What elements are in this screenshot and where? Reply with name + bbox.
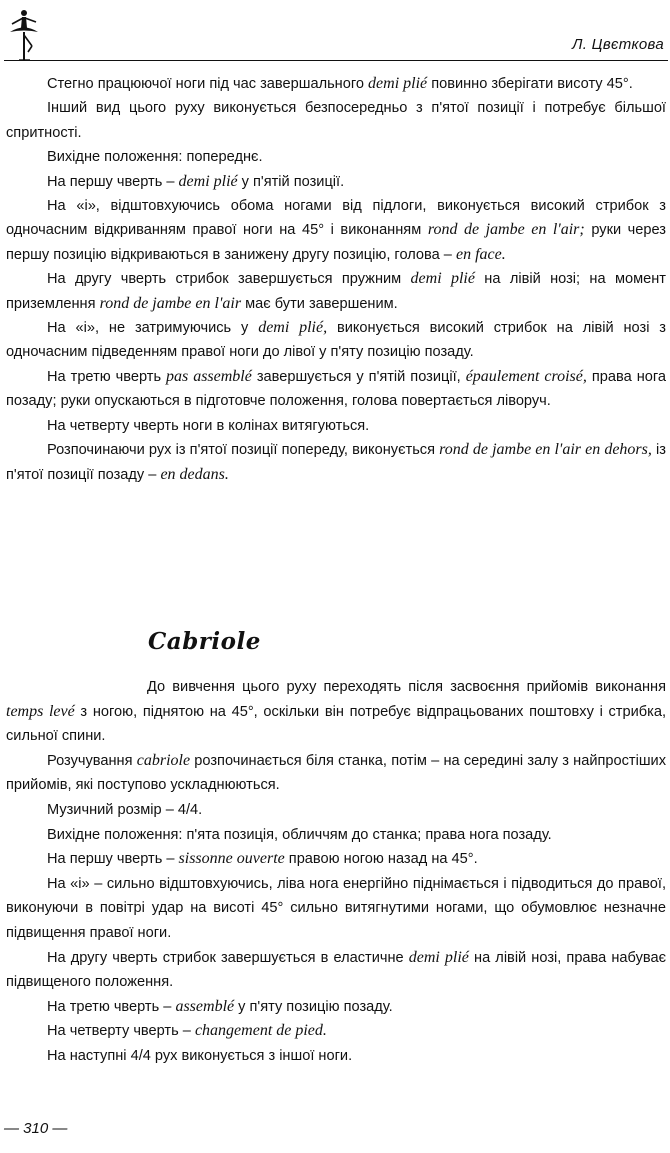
paragraph: На третю чверть pas assemblé завершується у п'ятій позиції, épaulement croisé, права нога позаду; руки опускаються в підготовче положення, голова повертається ліворуч.: [6, 367, 666, 410]
paragraph: На третю чверть – assemblé у п'яту позицію позаду.: [47, 997, 393, 1015]
paragraph: На другу чверть стрибок завершується в еластичне demi plié на лівій нозі, права набуває підвищеного положення.: [6, 948, 667, 991]
paragraph: На «і» – сильно відштовхуючись, ліва нога енергійно піднімається і підводиться до правої, виконуючи в повітрі удар на висоті 45° сильно витягнутими ногами, що обумовлює незначне підвищення правої ноги.: [6, 875, 666, 941]
page-number: — 310 —: [4, 1120, 68, 1137]
section-heading: Cabriole: [148, 628, 261, 655]
paragraph: До вивчення цього руху переходять після засвоєння прийомів виконання temps levé з ногою, піднятою на 45°, оскільки він потребує відпрацьованих поштовху і стрибка, сильної спини.: [6, 679, 666, 745]
paragraph: Стегно працюючої ноги під час завершального demi plié повинно зберігати висоту 45°.: [47, 75, 633, 92]
paragraph: Музичний розмір – 4/4.: [47, 801, 203, 818]
section-two-text: [6, 675, 666, 1069]
paragraph: На «і», відштовхуючись обома ногами від підлоги, виконується високий стрибок з одночасним відкриванням правої ноги на 45° і виконанням rond de jambe en l'air; руки через першу позицію відкриваються в занижену другу позицію, голова – en face.: [6, 198, 667, 263]
paragraph: Інший вид цього руху виконується безпосередньо з п'ятої позиції і потребує більшої спритності.: [6, 100, 666, 141]
paragraph: На четверту чверть ноги в колінах витягуються.: [47, 417, 370, 434]
paragraph: Розпочинаючи рух із п'ятої позиції попереду, виконується rond de jambe en l'air en dehors, із п'ятої позиції позаду – en dedans.: [6, 441, 666, 483]
paragraph: На першу чверть – sissonne ouverte правою ногою назад на 45°.: [47, 850, 478, 868]
author-name: Л. Цвєткова: [572, 36, 664, 53]
paragraph: На першу чверть – demi plié у п'ятій позиції.: [47, 172, 345, 190]
paragraph: На четверту чверть – changement de pied.: [47, 1022, 327, 1040]
section-one-text: [6, 72, 666, 487]
paragraph: На наступні 4/4 рух виконується з іншої ноги.: [47, 1047, 353, 1064]
header-rule: [4, 60, 668, 61]
page-header: [0, 0, 670, 64]
paragraph: Вихідне положення: попереднє.: [47, 149, 263, 166]
paragraph: На «і», не затримуючись у demi plié, виконується високий стрибок на лівій нозі з одночасним підведенням правої ноги до лівої у п'яту позицію позаду.: [6, 319, 666, 361]
dancer-silhouette-icon: [4, 8, 42, 64]
paragraph: Вихідне положення: п'ята позиція, обличчям до станка; права нога позаду.: [47, 826, 552, 843]
paragraph: Розучування cabriole розпочинається біля станка, потім – на середині залу з найпростіших прийомів, які поступово ускладнюються.: [6, 751, 666, 794]
paragraph: На другу чверть стрибок завершується пружним demi plié на лівій нозі; на момент приземлення rond de jambe en l'air має бути завершеним.: [6, 270, 666, 312]
